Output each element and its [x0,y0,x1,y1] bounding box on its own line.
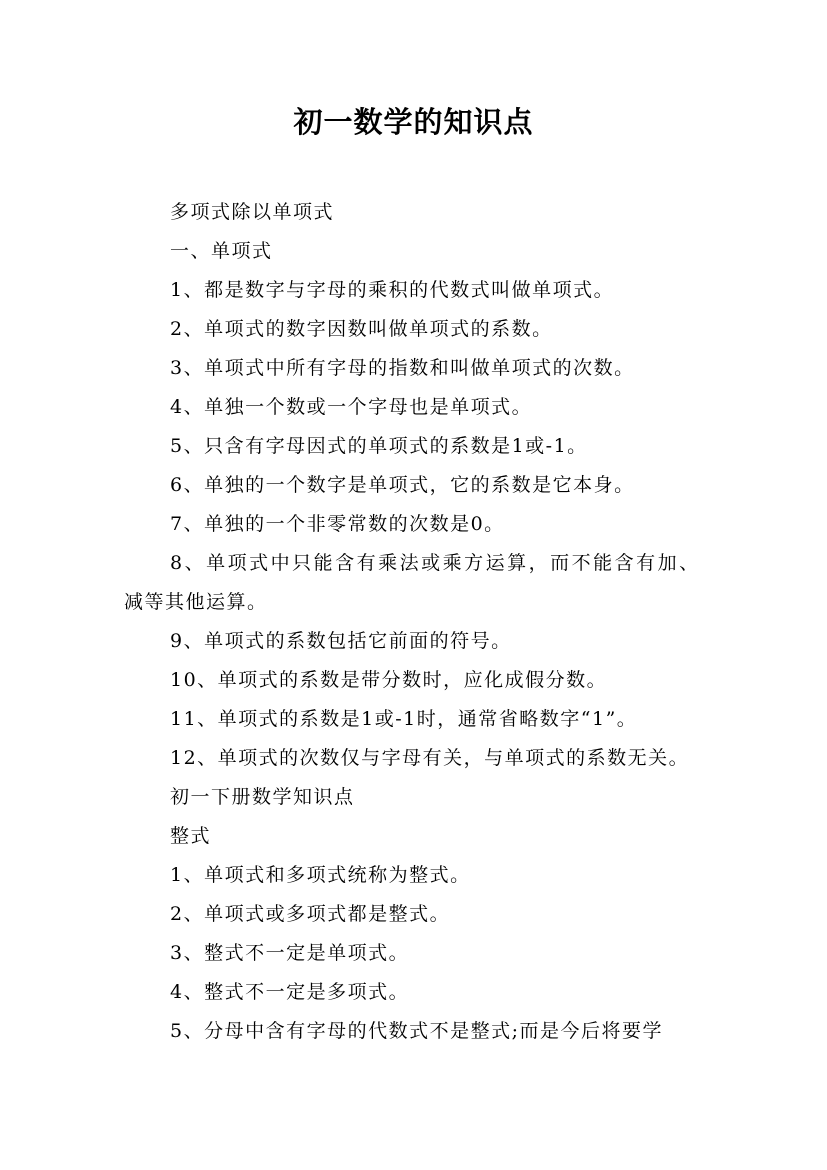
section-heading: 一、单项式 [170,240,273,262]
document-body [124,193,714,1051]
paragraph-line: 5、只含有字母因式的单项式的系数是1或-1。 [170,435,588,457]
paragraph-line: 1、都是数字与字母的乘积的代数式叫做单项式。 [170,279,615,301]
paragraph-line: 6、单独的一个数字是单项式，它的系数是它本身。 [170,474,635,496]
document-title: 初一数学的知识点 [293,105,534,139]
paragraph-line: 3、单项式中所有字母的指数和叫做单项式的次数。 [170,357,635,379]
paragraph-line: 4、单独一个数或一个字母也是单项式。 [170,396,533,418]
paragraph-line: 1、单项式和多项式统称为整式。 [170,864,471,886]
paragraph-line: 4、整式不一定是多项式。 [170,981,410,1003]
paragraph-line: 5、分母中含有字母的代数式不是整式;而是今后将要学 [170,1020,663,1042]
paragraph-line: 2、单项式的数字因数叫做单项式的系数。 [170,318,553,340]
paragraph-heading: 多项式除以单项式 [170,201,335,223]
section-heading: 整式 [170,825,212,847]
paragraph-line: 9、单项式的系数包括它前面的符号。 [170,630,512,652]
paragraph-line: 8、单项式中只能含有乘法或乘方运算，而不能含有加、 [170,552,701,574]
paragraph-line: 11、单项式的系数是1或-1时，通常省略数字“1”。 [170,708,638,730]
paragraph-line: 10、单项式的系数是带分数时，应化成假分数。 [170,669,608,691]
paragraph-line: 7、单独的一个非零常数的次数是0。 [170,513,505,535]
section-heading: 初一下册数学知识点 [170,786,355,808]
paragraph-line: 2、单项式或多项式都是整式。 [170,903,451,925]
paragraph-line: 3、整式不一定是单项式。 [170,942,410,964]
paragraph-line: 12、单项式的次数仅与字母有关，与单项式的系数无关。 [170,747,690,769]
paragraph-line-continuation: 减等其他运算。 [124,591,268,613]
